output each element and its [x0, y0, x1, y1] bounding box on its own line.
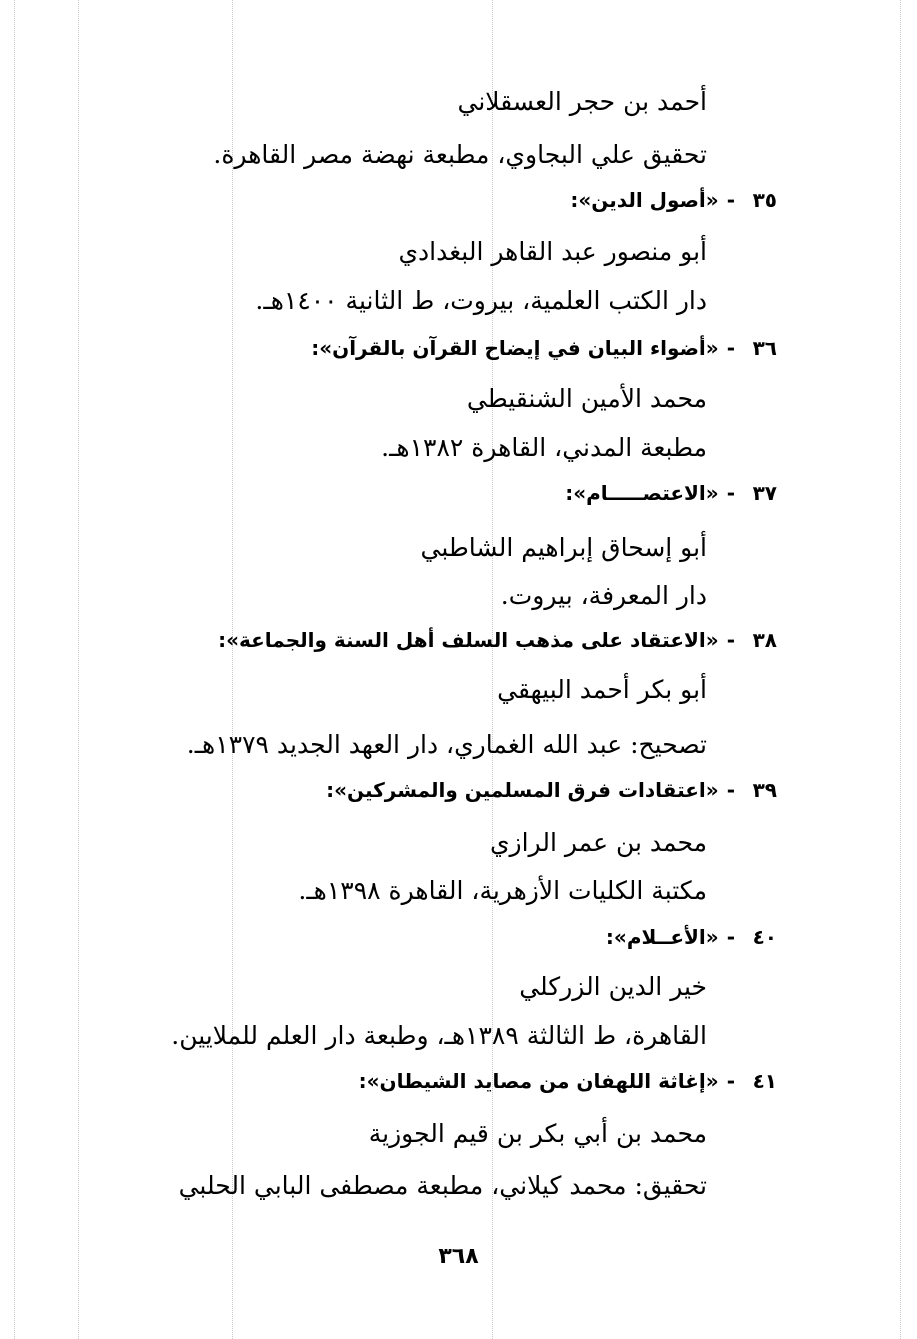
entry-title: «إغاثة اللهفان من مصايد الشيطان»:: [358, 1069, 719, 1093]
entry-heading: [565, 478, 777, 508]
entry-heading: [218, 625, 777, 655]
entry-number: ٣٩: [752, 778, 777, 802]
entry-heading: [359, 1066, 777, 1096]
entry-heading: [326, 775, 777, 805]
continued-author: أحمد بن حجر العسقلاني: [457, 87, 707, 116]
entry-author: محمد بن أبي بكر بن قيم الجوزية: [368, 1119, 707, 1148]
continued-publication: تحقيق علي البجاوي، مطبعة نهضة مصر القاهرة.: [213, 140, 707, 169]
entry-number: ٣٥: [752, 188, 777, 212]
entry-title: «الاعتصـــــام»:: [565, 481, 719, 505]
scan-artifact-line: [232, 0, 233, 1339]
entry-publication: مطبعة المدني، القاهرة ١٣٨٢هـ.: [381, 433, 707, 462]
entry-title: «اعتقادات فرق المسلمين والمشركين»:: [326, 778, 719, 802]
entry-separator: -: [726, 1069, 735, 1093]
entry-heading: [570, 185, 777, 215]
entry-publication: تحقيق: محمد كيلاني، مطبعة مصطفى البابي الحلبي: [178, 1171, 707, 1200]
entry-title: «الأعــلام»:: [605, 925, 719, 949]
entry-publication: القاهرة، ط الثالثة ١٣٨٩هـ، وطبعة دار العلم للملايين.: [171, 1021, 707, 1050]
entry-title: «الاعتقاد على مذهب السلف أهل السنة والجماعة»:: [218, 628, 719, 652]
entry-separator: -: [726, 778, 735, 802]
entry-author: أبو إسحاق إبراهيم الشاطبي: [420, 533, 707, 562]
scan-artifact-line: [14, 0, 15, 1339]
entry-number: ٣٨: [752, 628, 777, 652]
entry-title: «أضواء البيان في إيضاح القرآن بالقرآن»:: [311, 336, 719, 360]
entry-title: «أصول الدين»:: [570, 188, 719, 212]
entry-author: أبو منصور عبد القاهر البغدادي: [398, 237, 707, 266]
scan-artifact-line: [900, 0, 901, 1339]
entry-publication: دار المعرفة، بيروت.: [500, 581, 707, 610]
entry-heading: [606, 922, 777, 952]
entry-heading: [311, 333, 777, 363]
entry-author: خير الدين الزركلي: [519, 972, 707, 1001]
entry-number: ٤١: [752, 1069, 777, 1093]
entry-publication: دار الكتب العلمية، بيروت، ط الثانية ١٤٠٠هـ.: [255, 286, 707, 315]
page-number: ٣٦٨: [438, 1244, 479, 1269]
entry-separator: -: [726, 925, 735, 949]
entry-publication: مكتبة الكليات الأزهرية، القاهرة ١٣٩٨هـ.: [298, 876, 707, 905]
scan-artifact-line: [78, 0, 79, 1339]
entry-author: أبو بكر أحمد البيهقي: [497, 675, 707, 704]
entry-number: ٤٠: [752, 925, 777, 949]
entry-separator: -: [726, 628, 735, 652]
entry-number: ٣٧: [752, 481, 777, 505]
entry-number: ٣٦: [752, 336, 777, 360]
entry-author: محمد الأمين الشنقيطي: [466, 384, 707, 413]
entry-author: محمد بن عمر الرازي: [489, 828, 707, 857]
entry-separator: -: [726, 188, 735, 212]
entry-separator: -: [726, 481, 735, 505]
entry-publication: تصحيح: عبد الله الغماري، دار العهد الجديد ١٣٧٩هـ.: [186, 730, 707, 759]
entry-separator: -: [726, 336, 735, 360]
